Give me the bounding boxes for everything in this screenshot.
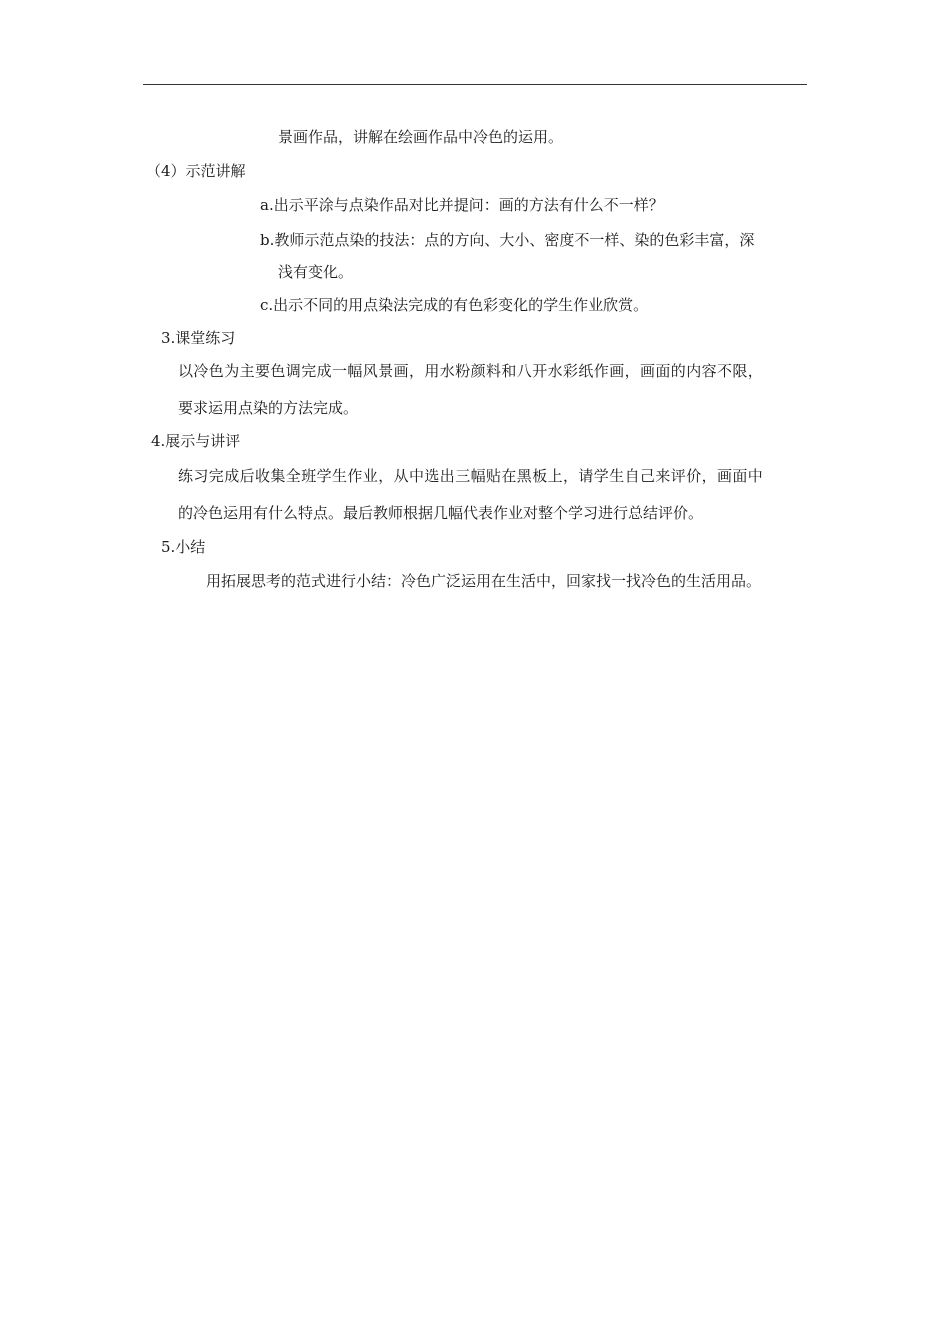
- text-line: 景画作品，讲解在绘画作品中冷色的运用。: [278, 128, 564, 146]
- text-line: 用拓展思考的范式进行小结：冷色广泛运用在生活中，回家找一找冷色的生活用品。: [206, 572, 762, 590]
- text-line: 要求运用点染的方法完成。: [178, 399, 359, 417]
- section-heading: 4.展示与讲评: [151, 432, 241, 450]
- section-heading: （4）示范讲解: [146, 162, 246, 180]
- text-line: 练习完成后收集全班学生作业，从中选出三幅贴在黑板上，请学生自己来评价，画面中: [178, 467, 764, 485]
- section-heading: 5.小结: [161, 538, 206, 556]
- text-line: 的冷色运用有什么特点。最后教师根据几幅代表作业对整个学习进行总结评价。: [178, 504, 704, 522]
- list-item: a.出示平涂与点染作品对比并提问：画的方法有什么不一样？: [260, 196, 664, 214]
- list-item: b.教师示范点染的技法：点的方向、大小、密度不一样、染的色彩丰富，深: [260, 231, 755, 249]
- list-item: c.出示不同的用点染法完成的有色彩变化的学生作业欣赏。: [260, 296, 649, 314]
- text-line: 以冷色为主要色调完成一幅风景画，用水粉颜料和八开水彩纸作画，画面的内容不限，: [178, 362, 764, 380]
- list-item-continuation: 浅有变化。: [278, 263, 354, 281]
- section-heading: 3.课堂练习: [161, 329, 236, 347]
- header-rule: [143, 84, 807, 85]
